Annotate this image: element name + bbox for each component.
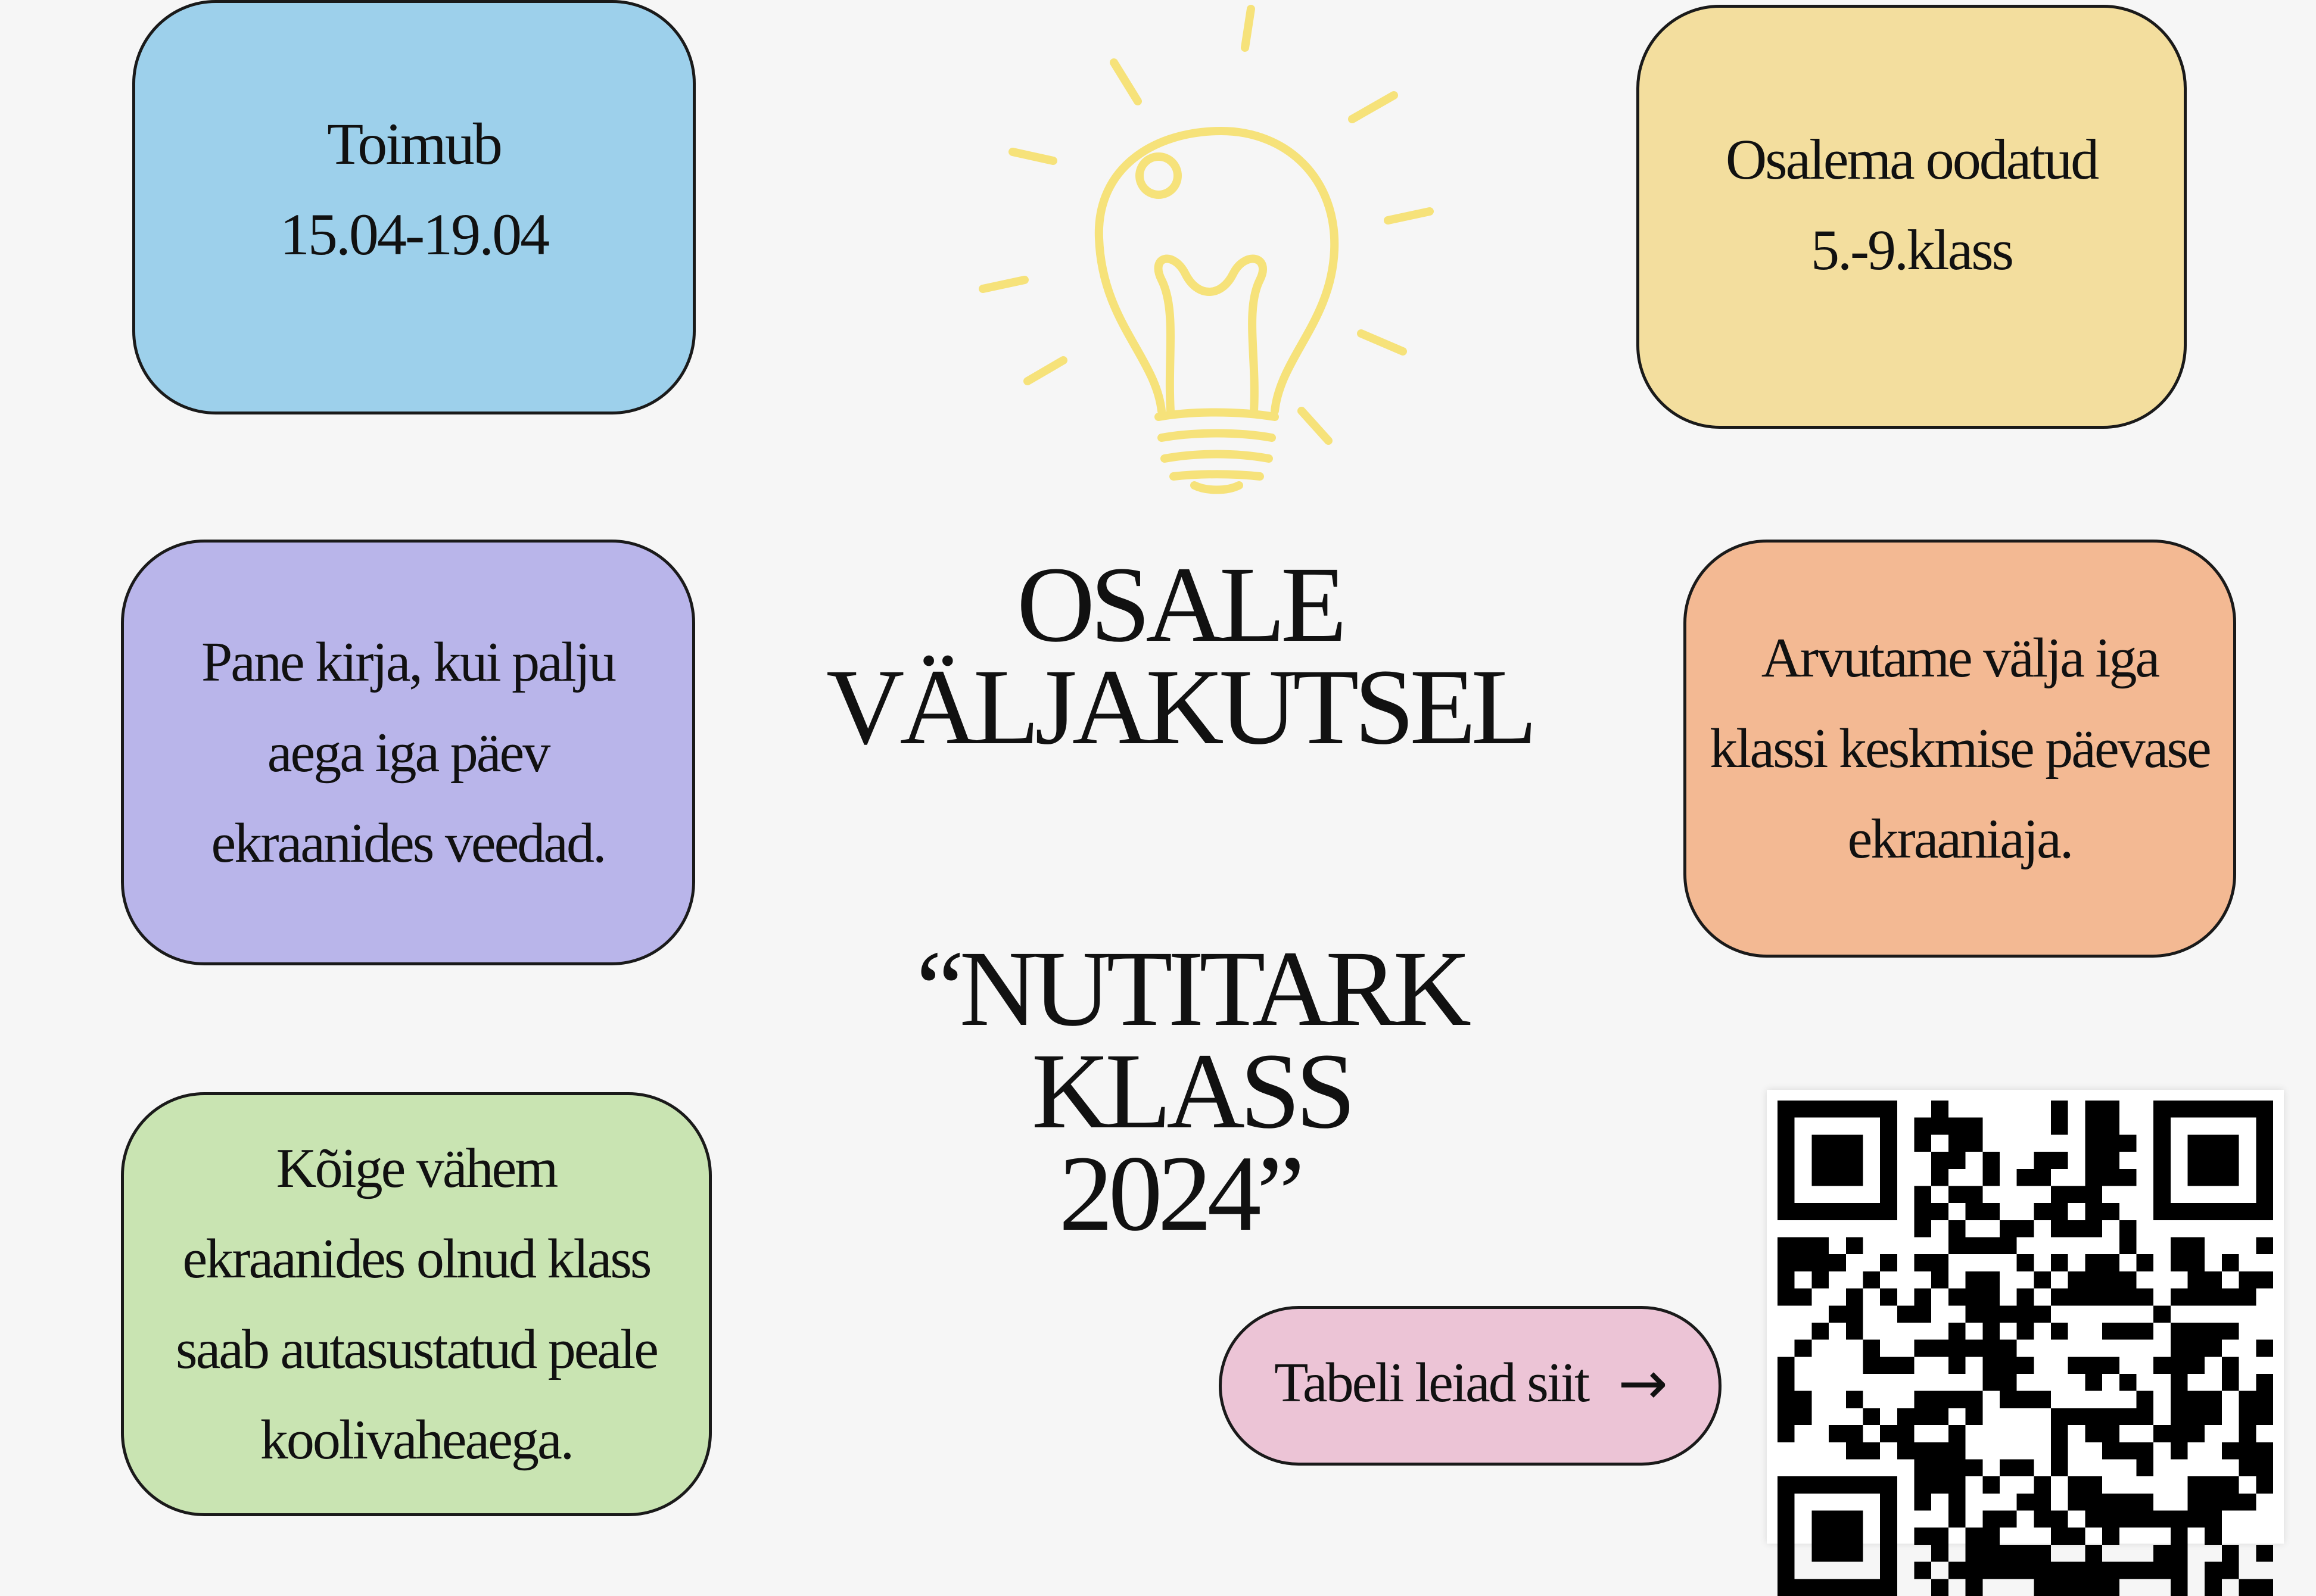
average-line-2: klassi keskmise päevase (1710, 718, 2210, 780)
headline (733, 545, 1626, 767)
challenge-name-line-2: 2024” (1059, 1134, 1300, 1254)
reward-box (121, 1092, 712, 1516)
grades-label: Osalema oodatud (1725, 127, 2098, 191)
dates-label: Toimub (327, 111, 501, 177)
dates-range: 15.04-19.04 (279, 201, 549, 267)
headline-line-1: OSALE (1016, 545, 1343, 665)
reward-line-3: saab autasustatud peale (176, 1318, 657, 1380)
table-link-button[interactable] (1219, 1306, 1722, 1466)
table-link-label: Tabeli leiad siit (1274, 1352, 1589, 1414)
reward-line-4: koolivaheaega. (260, 1409, 573, 1471)
qr-code-image (1778, 1101, 2273, 1596)
log-time-line-2: aega iga päev (267, 721, 549, 784)
grades-box (1636, 5, 2187, 429)
lightbulb-icon (965, 0, 1453, 512)
reward-line-2: ekraanides olnud klass (182, 1228, 650, 1290)
average-line-3: ekraaniaja. (1847, 808, 2072, 870)
qr-code[interactable] (1767, 1090, 2284, 1544)
reward-line-1: Kõige vähem (276, 1137, 557, 1199)
average-line-1: Arvutame välja iga (1761, 627, 2159, 689)
headline-line-2: VÄLJAKUTSEL (826, 647, 1533, 767)
log-time-line-3: ekraanides veedad. (211, 812, 605, 874)
arrow-right-icon: → (1618, 1348, 1666, 1418)
average-box (1683, 540, 2236, 958)
challenge-name-line-1: “NUTITARK KLASS (916, 929, 1467, 1151)
challenge-name (733, 929, 1626, 1254)
grades-range: 5.-9.klass (1811, 218, 2012, 282)
log-time-box (121, 540, 695, 965)
log-time-line-1: Pane kirja, kui palju (201, 631, 615, 693)
dates-box (132, 0, 696, 414)
